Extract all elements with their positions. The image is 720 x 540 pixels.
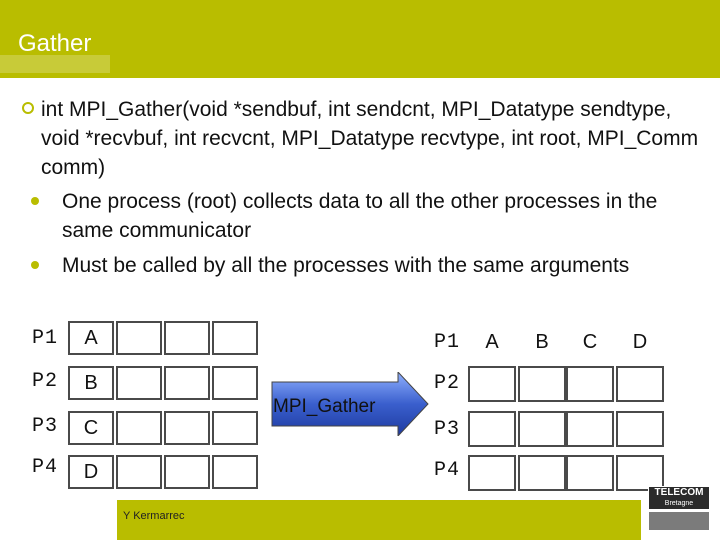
bullet-ring-icon	[22, 102, 34, 114]
right-buffer-cell	[518, 455, 566, 491]
right-buffer-cell	[468, 455, 516, 491]
right-buffer-cell	[566, 411, 614, 447]
left-buffer-cell	[164, 321, 210, 355]
left-buffer-cell	[164, 411, 210, 445]
right-process-label: P1	[434, 331, 461, 354]
left-buffer-cell: A	[68, 321, 114, 355]
arrow-label: MPI_Gather	[273, 396, 376, 417]
right-buffer-cell	[468, 411, 516, 447]
right-buffer-cell: C	[566, 324, 614, 360]
left-buffer-cell	[116, 366, 162, 400]
right-buffer-cell	[518, 366, 566, 402]
title-bar	[0, 0, 720, 78]
bullet-text-1: One process (root) collects data to all the other processes in the same communicator	[62, 190, 658, 242]
right-buffer-cell: B	[518, 324, 566, 360]
left-process-label: P4	[32, 456, 59, 479]
footer-author: Y Kermarrec	[123, 510, 185, 522]
logo-text-block	[649, 487, 709, 509]
right-buffer-cell: A	[468, 324, 516, 360]
right-buffer-cell	[616, 366, 664, 402]
right-buffer-cell	[566, 366, 614, 402]
left-buffer-cell	[116, 411, 162, 445]
left-process-label: P2	[32, 370, 59, 393]
left-buffer-cell	[212, 321, 258, 355]
logo-mark-icon	[649, 512, 709, 530]
left-buffer-cell: B	[68, 366, 114, 400]
logo-line-1: TELECOM	[654, 487, 704, 498]
left-buffer-cell	[212, 366, 258, 400]
left-buffer-cell: C	[68, 411, 114, 445]
right-process-label: P4	[434, 459, 461, 482]
left-buffer-cell	[164, 366, 210, 400]
footer-bar	[117, 500, 641, 540]
left-buffer-cell	[212, 411, 258, 445]
logo-line-2: Bretagne	[664, 500, 694, 507]
bullet-text-2: Must be called by all the processes with the same arguments	[62, 254, 630, 277]
left-buffer-cell	[116, 321, 162, 355]
bullet-dot-icon	[31, 261, 39, 269]
right-process-label: P3	[434, 418, 461, 441]
left-process-label: P1	[32, 327, 59, 350]
left-buffer-cell	[116, 455, 162, 489]
right-buffer-cell: D	[616, 324, 664, 360]
right-buffer-cell	[566, 455, 614, 491]
right-process-label: P2	[434, 372, 461, 395]
right-buffer-cell	[616, 411, 664, 447]
slide-title: Gather	[18, 30, 92, 57]
function-signature: int MPI_Gather(void *sendbuf, int sendcnt, MPI_Datatype sendtype, void *recvbuf, int recvcnt, MPI_Datatype recvtype, int root, MPI_Comm comm)	[41, 98, 699, 179]
right-buffer-cell	[468, 366, 516, 402]
left-buffer-cell	[164, 455, 210, 489]
left-buffer-cell: D	[68, 455, 114, 489]
right-buffer-cell	[518, 411, 566, 447]
left-buffer-cell	[212, 455, 258, 489]
left-process-label: P3	[32, 415, 59, 438]
bullet-dot-icon	[31, 197, 39, 205]
